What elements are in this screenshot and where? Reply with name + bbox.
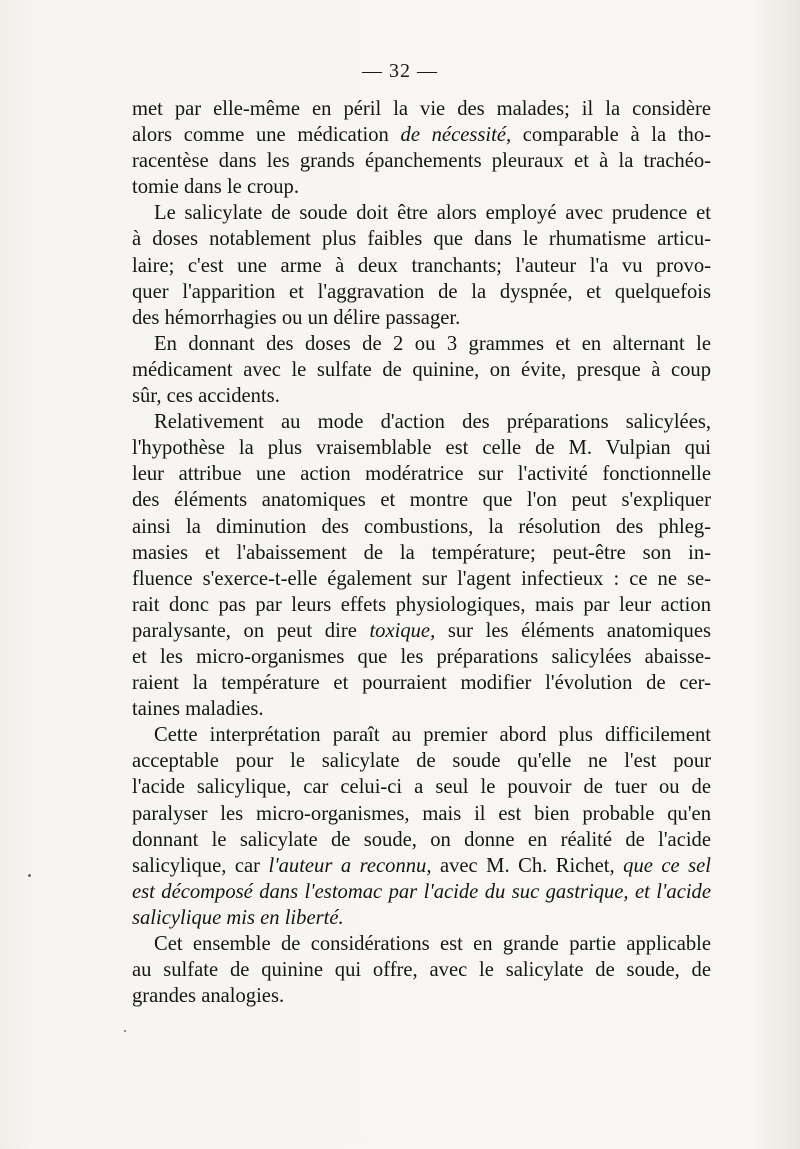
body-text (132, 96, 711, 1009)
text-line (132, 122, 711, 148)
text-line (132, 931, 711, 957)
italic-text: salicylique mis en liberté. (132, 906, 344, 929)
text-segment: taines maladies. (132, 698, 264, 721)
text-segment: donnant le salicylate de soude, on donne en réalité de l'acide (132, 828, 711, 851)
text-line (132, 879, 711, 905)
text-segment: au sulfate de quinine qui offre, avec le salicylate de soude, de (132, 959, 711, 982)
text-line (132, 983, 711, 1009)
text-segment: des éléments anatomiques et montre que l'on peut s'expliquer (132, 489, 711, 512)
text-segment: à doses notablement plus faibles que dans le rhumatisme articu- (132, 228, 711, 251)
italic-text: que ce sel (623, 854, 711, 877)
text-line (132, 96, 711, 122)
text-line (132, 670, 711, 696)
text-segment: raient la température et pourraient modifier l'évolution de cer- (132, 672, 711, 695)
paper-speck (28, 874, 31, 877)
text-line (132, 305, 711, 331)
text-segment: leur attribue une action modératrice sur l'activité fonctionnelle (132, 463, 711, 486)
text-segment: masies et l'abaissement de la température; peut-être son in- (132, 541, 711, 564)
text-segment: acceptable pour le salicylate de soude qu'elle ne l'est pour (132, 750, 711, 773)
text-line (132, 618, 711, 644)
text-segment: fluence s'exerce-t-elle également sur l'agent infectieux : ce ne se- (132, 567, 711, 590)
text-line (132, 801, 711, 827)
text-line (132, 592, 711, 618)
text-segment: racentèse dans les grands épanchements pleuraux et à la trachéo- (132, 150, 711, 173)
text-line (132, 148, 711, 174)
text-segment: rait donc pas par leurs effets physiologiques, mais par leur action (132, 593, 711, 616)
text-line (132, 905, 711, 931)
text-segment: avec M. Ch. Richet, (431, 854, 624, 877)
text-segment: quer l'apparition et l'aggravation de la dyspnée, et quelquefois (132, 280, 711, 303)
text-segment: tomie dans le croup. (132, 176, 299, 199)
text-line (132, 540, 711, 566)
text-line (132, 696, 711, 722)
text-segment: Le salicylate de soude doit être alors employé avec prudence et (154, 202, 711, 225)
text-line (132, 383, 711, 409)
text-segment: et les micro-organismes que les préparations salicylées abaisse- (132, 645, 711, 668)
text-segment: sur les éléments anatomiques (435, 619, 712, 642)
page-number: — 32 — (362, 60, 438, 82)
italic-text: l'auteur a reconnu, (268, 854, 432, 877)
text-line (132, 827, 711, 853)
text-segment: médicament avec le sulfate de quinine, on évite, presque à coup (132, 358, 711, 381)
text-line (132, 774, 711, 800)
text-line (132, 357, 711, 383)
text-segment: comparable à la tho- (511, 124, 711, 147)
text-segment: sûr, ces accidents. (132, 385, 280, 408)
text-segment: En donnant des doses de 2 ou 3 grammes et en alternant le (154, 332, 711, 355)
paper-speck (124, 1030, 126, 1032)
text-line (132, 226, 711, 252)
text-line (132, 566, 711, 592)
text-line (132, 461, 711, 487)
italic-text: est décomposé dans l'estomac par l'acide du suc gastrique, et l'acide (132, 880, 711, 903)
text-segment: salicylique, car (132, 854, 269, 877)
text-segment: met par elle-même en péril la vie des malades; il la considère (132, 98, 711, 120)
text-segment: grandes analogies. (132, 985, 285, 1008)
text-line (132, 435, 711, 461)
text-line (132, 331, 711, 357)
text-line (132, 253, 711, 279)
text-segment: alors comme une médication (132, 124, 401, 147)
text-line (132, 279, 711, 305)
text-segment: Cette interprétation paraît au premier abord plus difficilement (154, 724, 711, 747)
text-segment: Relativement au mode d'action des préparations salicylées, (154, 411, 711, 434)
text-segment: ainsi la diminution des combustions, la résolution des phleg- (132, 515, 711, 538)
text-line (132, 514, 711, 540)
text-segment: paralyser les micro-organismes, mais il est bien probable qu'en (132, 802, 711, 825)
text-segment: l'acide salicylique, car celui-ci a seul le pouvoir de tuer ou de (132, 776, 711, 799)
text-segment: laire; c'est une arme à deux tranchants; l'auteur l'a vu provo- (132, 254, 711, 277)
text-line (132, 644, 711, 670)
text-line (132, 748, 711, 774)
italic-text: de nécessité, (400, 124, 512, 147)
text-segment: des hémorrhagies ou un délire passager. (132, 306, 461, 329)
italic-text: toxique, (369, 619, 436, 642)
text-line (132, 853, 711, 879)
text-line (132, 722, 711, 748)
text-line (132, 487, 711, 513)
text-segment: Cet ensemble de considérations est en grande partie applicable (154, 933, 711, 955)
text-line (132, 957, 711, 983)
text-line (132, 200, 711, 226)
text-segment: paralysante, on peut dire (132, 619, 370, 642)
text-segment: l'hypothèse la plus vraisemblable est celle de M. Vulpian qui (132, 437, 711, 460)
text-line (132, 174, 711, 200)
text-line (132, 409, 711, 435)
